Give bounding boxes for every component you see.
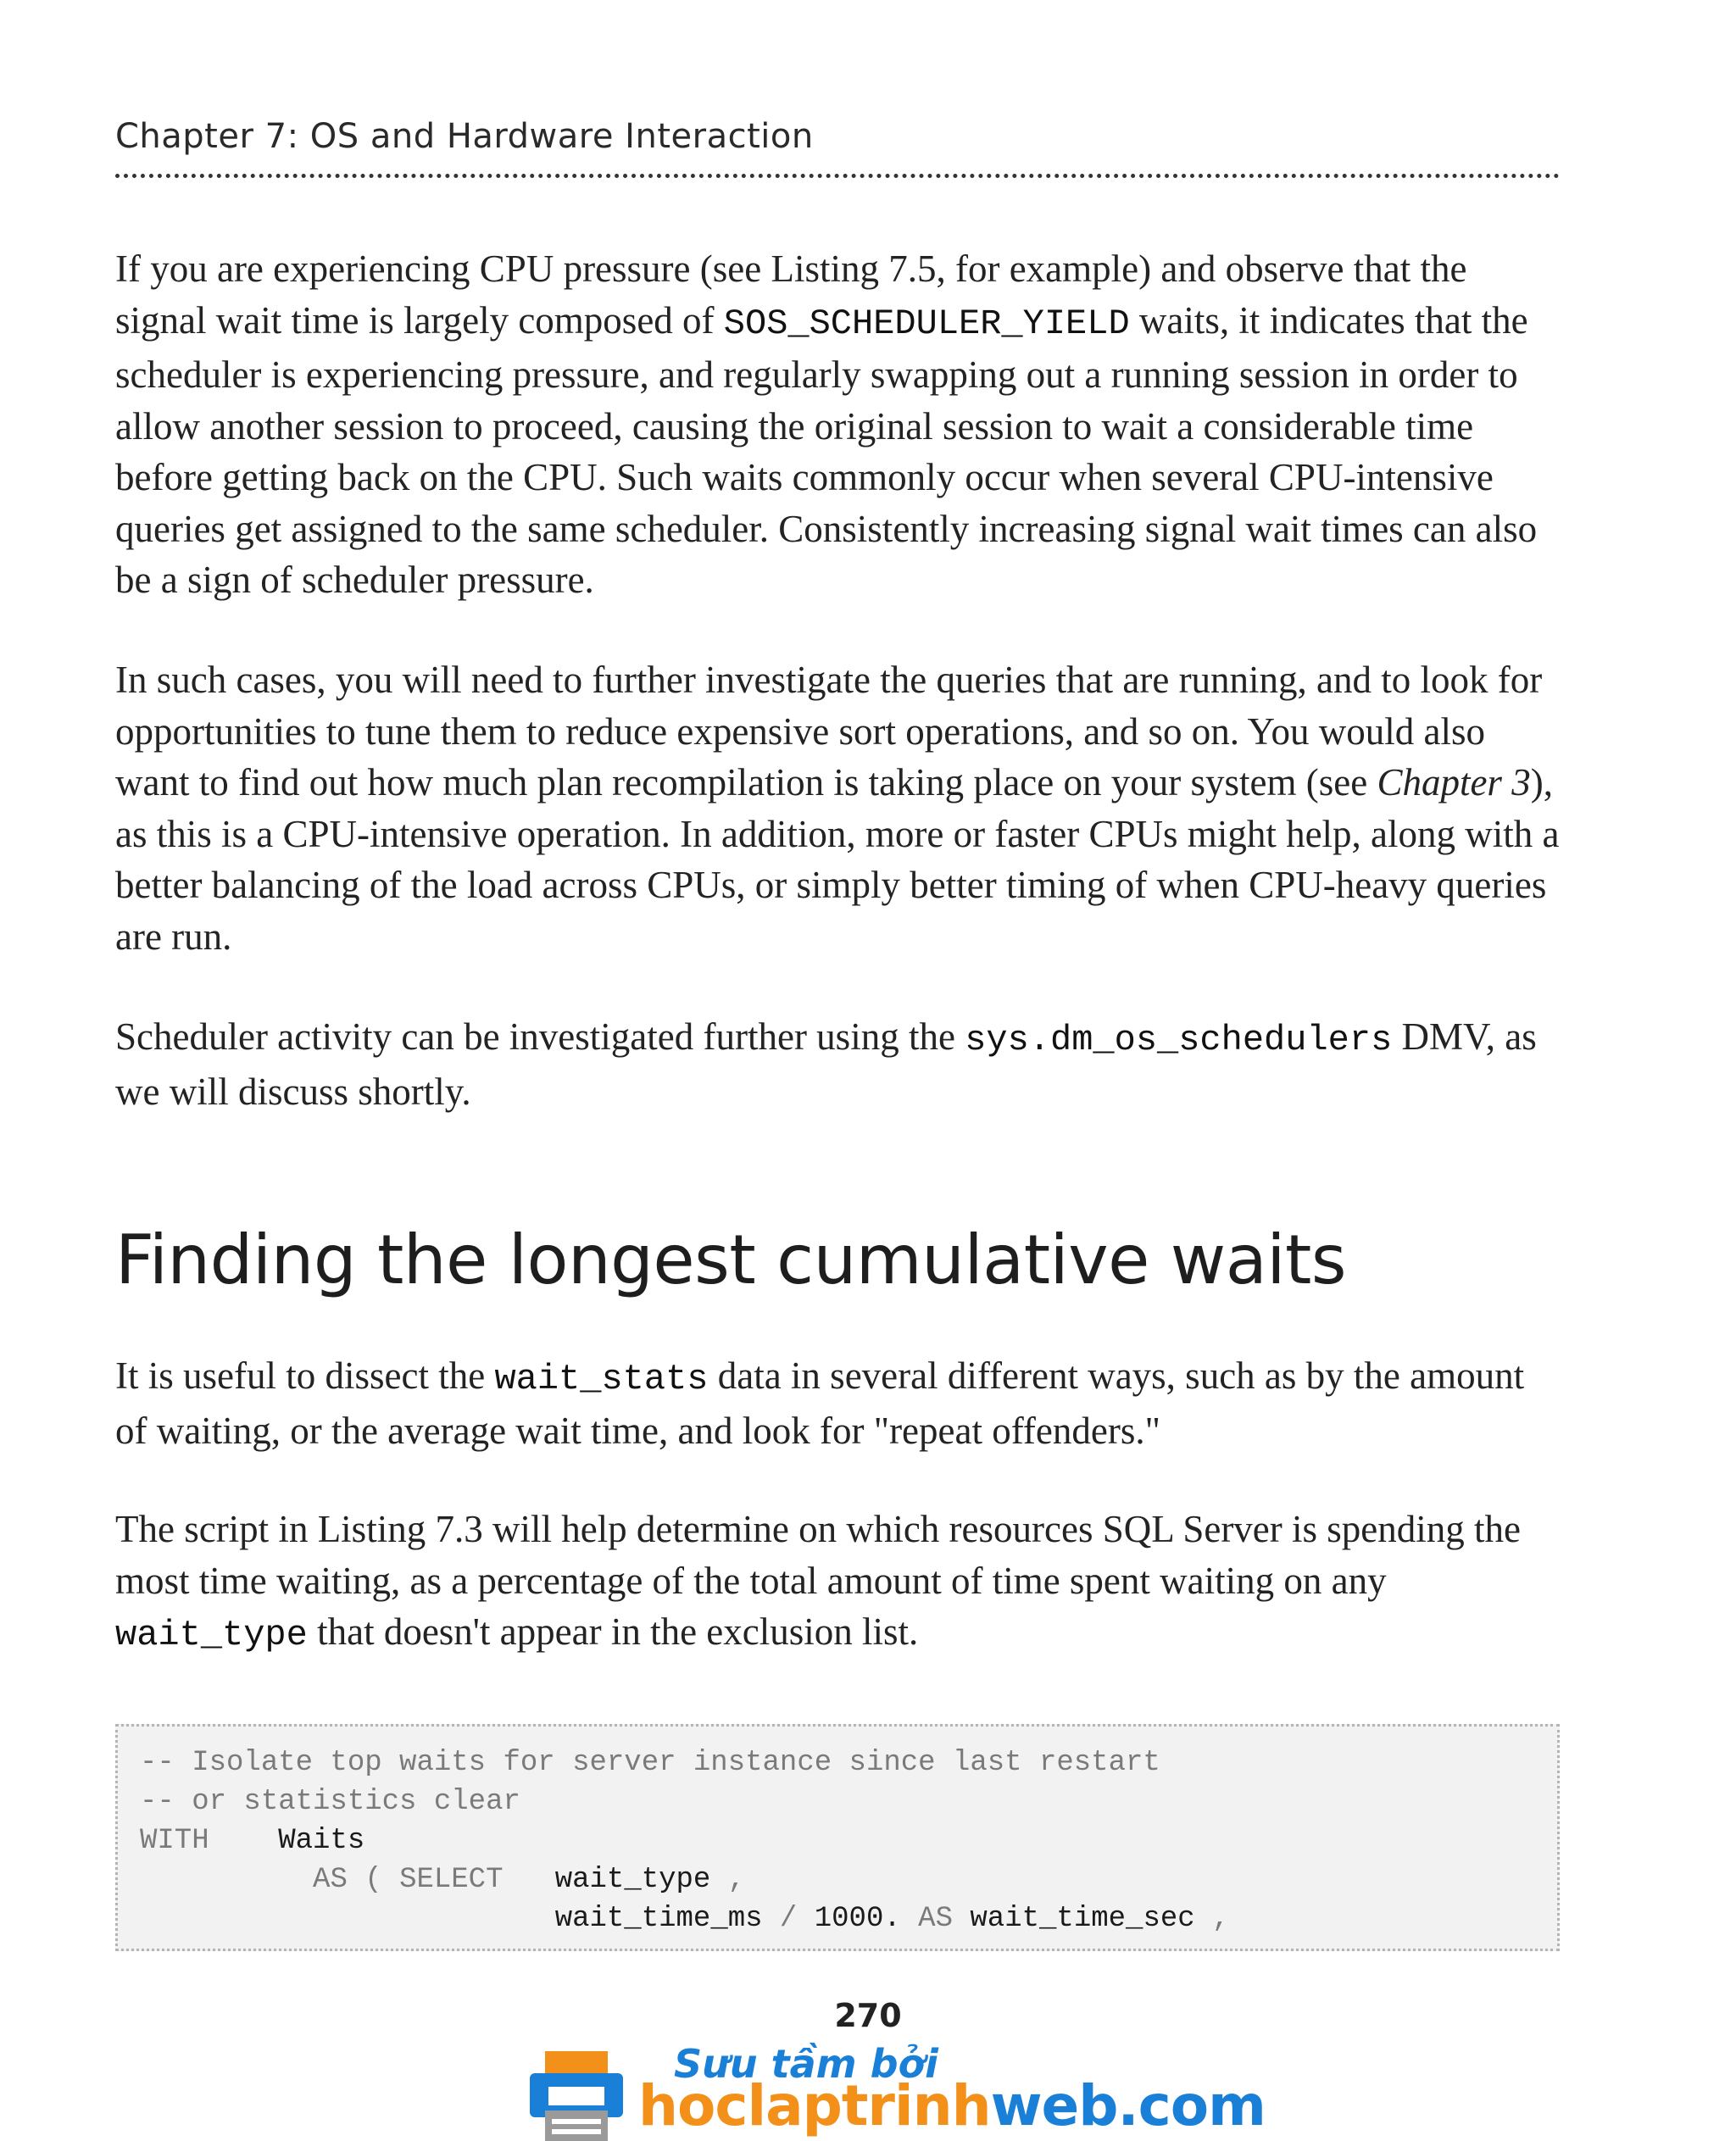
code-indent bbox=[209, 1825, 279, 1857]
inline-code: wait_type bbox=[115, 1615, 308, 1655]
paragraph-text: It is useful to dissect the bbox=[115, 1354, 495, 1397]
code-indent bbox=[140, 1864, 313, 1896]
paragraph-text: In such cases, you will need to further investigate the queries that are running, and to look for opportunities to tune them to reduce expensive sort operations, and so on. You would also want to find out how much plan recompilation is taking place on your system (see bbox=[115, 659, 1543, 804]
code-comment: -- Isolate top waits for server instance since last restart bbox=[140, 1747, 1160, 1779]
section-heading: Finding the longest cumulative waits bbox=[115, 1221, 1346, 1299]
paragraph-dissect-wait-stats bbox=[115, 1350, 1565, 1456]
paragraph-script-listing bbox=[115, 1504, 1565, 1661]
code-identifier: Waits bbox=[278, 1825, 365, 1857]
paragraph-text: waits, it indicates that the scheduler is experiencing pressure, and regularly swapping out a running session in order to allow another session to proceed, causing the original session to wait a considerable time before getting back on the CPU. Such waits commonly occur when several CPU-intensive queries get assigned to the same scheduler. Consistently increasing signal wait times can also be a sign of scheduler pressure. bbox=[115, 298, 1538, 601]
watermark bbox=[530, 2041, 1266, 2141]
inline-code: wait_stats bbox=[494, 1359, 709, 1399]
code-identifier: wait_time_ms bbox=[554, 1903, 763, 1935]
paragraph-scheduler-activity bbox=[115, 1011, 1565, 1117]
code-punctuation: , bbox=[710, 1864, 746, 1896]
printer-logo-icon bbox=[530, 2051, 623, 2141]
watermark-caption: Sưu tầm bởi bbox=[674, 2041, 938, 2087]
code-line bbox=[140, 1899, 1557, 1938]
paragraph-investigate-queries bbox=[115, 654, 1565, 962]
code-indent bbox=[503, 1864, 554, 1896]
code-keyword: WITH bbox=[140, 1825, 209, 1857]
paragraph-text: that doesn't appear in the exclusion list. bbox=[307, 1610, 919, 1653]
running-head: Chapter 7: OS and Hardware Interaction bbox=[115, 117, 814, 156]
page-number: 270 bbox=[834, 1997, 902, 2034]
code-listing bbox=[115, 1724, 1560, 1951]
paragraph-text: DMV, as we will discuss shortly. bbox=[115, 1015, 1537, 1113]
inline-code: SOS_SCHEDULER_YIELD bbox=[723, 303, 1130, 344]
code-line bbox=[140, 1821, 1557, 1860]
code-number: 1000. bbox=[814, 1903, 901, 1935]
header-divider bbox=[115, 174, 1560, 178]
code-identifier: wait_time_sec bbox=[970, 1903, 1195, 1935]
watermark-part: web bbox=[990, 2073, 1118, 2138]
code-punctuation: , bbox=[1194, 1903, 1230, 1935]
code-line bbox=[140, 1860, 1557, 1899]
paragraph-text: Scheduler activity can be investigated further using the bbox=[115, 1015, 965, 1058]
code-keyword: AS bbox=[900, 1903, 971, 1935]
chapter-reference: Chapter 3 bbox=[1377, 761, 1531, 804]
inline-code: sys.dm_os_schedulers bbox=[965, 1020, 1393, 1060]
code-line bbox=[140, 1782, 1557, 1821]
code-keyword: AS ( SELECT bbox=[313, 1864, 504, 1896]
paragraph-text: The script in Listing 7.3 will help determine on which resources SQL Server is spending the most time waiting, as a percentage of the total amount of time spent waiting on any bbox=[115, 1508, 1521, 1602]
paragraph-text: If you are experiencing CPU pressure (see Listing 7.5, for example) and observe that the signal wait time is largely composed of bbox=[115, 247, 1467, 342]
code-comment: -- or statistics clear bbox=[140, 1786, 520, 1818]
code-line bbox=[140, 1743, 1557, 1782]
paragraph-text: data in several different ways, such as by the amount of waiting, or the average wait time, and look for "repeat offenders." bbox=[115, 1354, 1525, 1452]
code-operator: / bbox=[762, 1903, 815, 1935]
watermark-part: hoclaptrinh bbox=[638, 2073, 991, 2138]
watermark-part: .com bbox=[1117, 2073, 1266, 2138]
paragraph-cpu-pressure bbox=[115, 243, 1565, 606]
code-indent bbox=[140, 1903, 555, 1935]
watermark-site-name bbox=[638, 2073, 1266, 2138]
paragraph-text: ), as this is a CPU-intensive operation. In addition, more or faster CPUs might help, along with a better balancing of the load across CPUs, or simply better timing of when CPU-heavy queries are run. bbox=[115, 761, 1560, 958]
code-identifier: wait_type bbox=[554, 1864, 711, 1896]
